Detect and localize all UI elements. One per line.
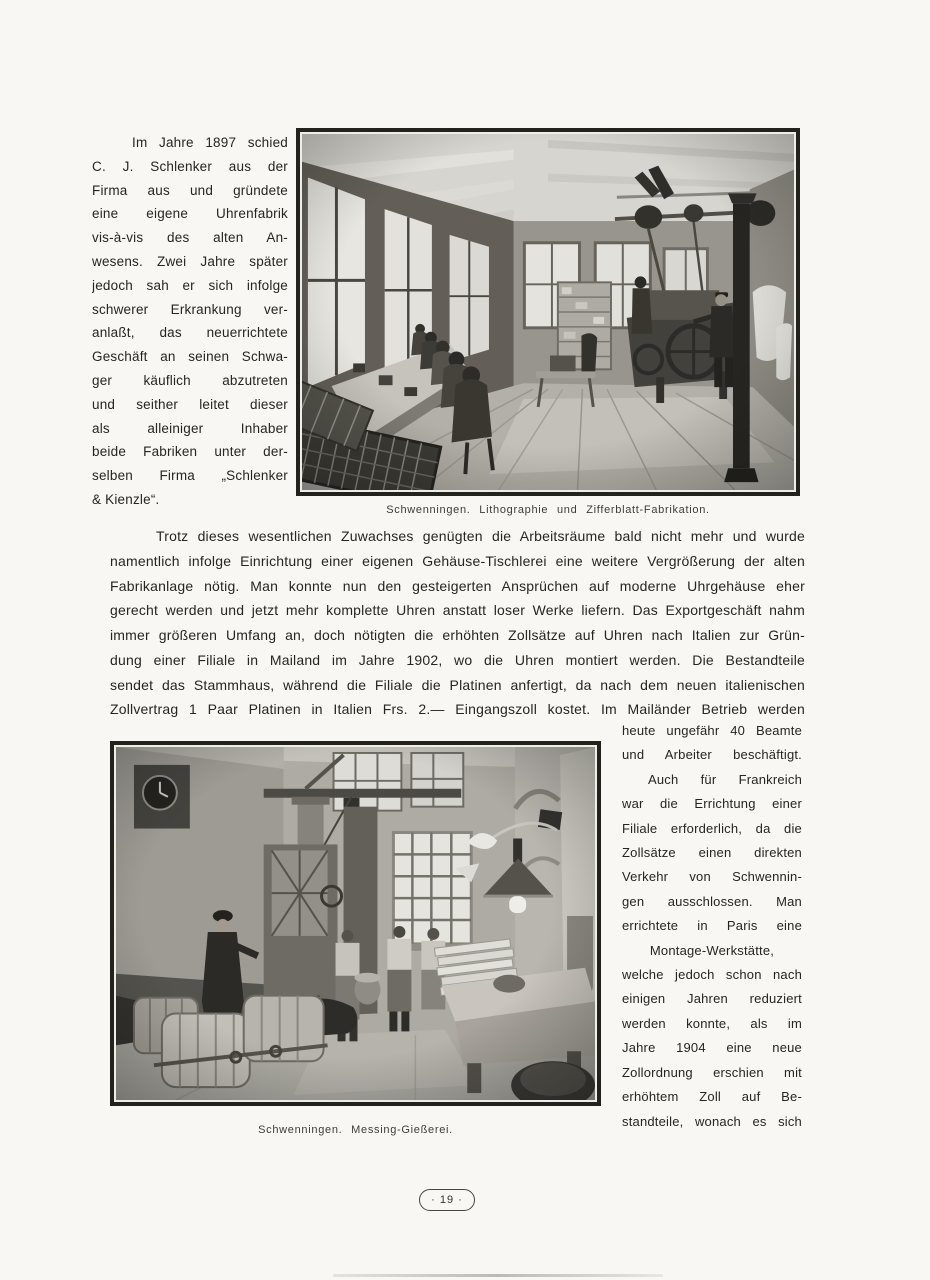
text-line: war die Errichtung einer	[622, 796, 802, 812]
text-line: Auch für Frankreich	[648, 771, 802, 787]
lithography-workshop-image	[302, 134, 794, 490]
text-line: heute ungefähr 40 Beamte	[622, 723, 802, 738]
text-line: welche jedoch schon nach	[622, 967, 802, 983]
text-line: selben Firma „Schlenker	[92, 468, 288, 484]
text-line: C. J. Schlenker aus der	[92, 158, 288, 174]
text-line: vis-à-vis des alten An-	[92, 230, 288, 246]
text-line: als alleiniger Inhaber	[92, 420, 288, 436]
text-line: wesens. Zwei Jahre später	[92, 253, 288, 269]
text-line: schwerer Erkrankung ver-	[92, 301, 288, 317]
text-line: und Arbeiter beschäftigt.	[622, 747, 802, 763]
photo-caption: Schwenningen. Messing-Gießerei.	[258, 1124, 453, 1136]
photo-caption: Schwenningen. Lithographie und Zifferblatt-Fabrikation.	[386, 504, 710, 516]
text-line: gerecht werden und jetzt mehr komplette Uhren anstatt loser Werke liefern. Das Exportgeschäft nahm	[110, 602, 805, 619]
body-paragraph	[110, 524, 805, 722]
text-line: Im Jahre 1897 schied	[132, 135, 288, 150]
text-line: Verkehr von Schwennin-	[622, 869, 802, 885]
page-number: · 19 ·	[419, 1189, 475, 1211]
right-text-column	[622, 719, 802, 1134]
text-line: ger käuflich abzutreten	[92, 372, 288, 388]
text-line: standteile, wonach es sich	[622, 1113, 802, 1129]
scan-artifact-line	[333, 1274, 663, 1277]
text-line: Zollordnung erschien mit	[622, 1064, 802, 1080]
text-line: erhöhtem Zoll auf Be-	[622, 1089, 802, 1105]
text-line: anlaßt, das neuerrichtete	[92, 325, 288, 341]
photo-brass-foundry	[110, 741, 601, 1106]
text-line: Geschäft an seinen Schwa-	[92, 349, 288, 365]
text-line: Fabrikanlage nötig. Man konnte nun den gesteigerten Ansprüchen auf moderne Uhrgehäuse eher	[110, 577, 805, 594]
text-line: Zollsätze einen direkten	[622, 845, 802, 861]
text-line: namentlich infolge Einrichtung einer eigenen Gehäuse-Tischlerei eine weitere Vergrößerung der alten	[110, 552, 805, 569]
text-line: Firma aus und gründete	[92, 182, 288, 198]
text-line: Filiale erforderlich, da die	[622, 820, 802, 836]
text-line: einigen Jahren reduziert	[622, 991, 802, 1007]
brass-foundry-image	[116, 747, 595, 1100]
text-line: beide Fabriken unter der-	[92, 444, 288, 460]
text-line: Zollvertrag 1 Paar Platinen in Italien Frs. 2.— Eingangszoll kostet. Im Mailänder Betrieb werden	[110, 701, 805, 718]
left-text-column	[92, 131, 288, 512]
text-line: & Kienzle“.	[92, 491, 160, 507]
text-line: immer größeren Umfang an, doch nötigten die erhöhten Zollsätze auf Uhren nach Italien zur Grün-	[110, 627, 805, 643]
text-line: werden konnte, als im	[622, 1015, 802, 1031]
text-line: gen ausschlossen. Man	[622, 893, 802, 909]
text-line: Jahre 1904 eine neue	[622, 1040, 802, 1056]
text-line: sendet das Stammhaus, während die Filiale die Platinen anfertigt, da nach dem neuen italienischen	[110, 676, 805, 693]
text-line: eine eigene Uhrenfabrik	[92, 206, 288, 222]
photo-lithography-workshop	[296, 128, 800, 496]
text-line: Montage-Werkstätte,	[649, 942, 775, 958]
text-line: und seither leitet dieser	[92, 396, 288, 412]
text-line: errichtete in Paris eine	[622, 918, 802, 934]
text-line: dung einer Filiale in Mailand im Jahre 1902, wo die Uhren montiert werden. Die Bestandteile	[110, 651, 805, 668]
text-line: jedoch sah er sich infolge	[92, 277, 288, 293]
text-line: Trotz dieses wesentlichen Zuwachses genügten die Arbeitsräume bald nicht mehr und wurde	[156, 528, 805, 544]
